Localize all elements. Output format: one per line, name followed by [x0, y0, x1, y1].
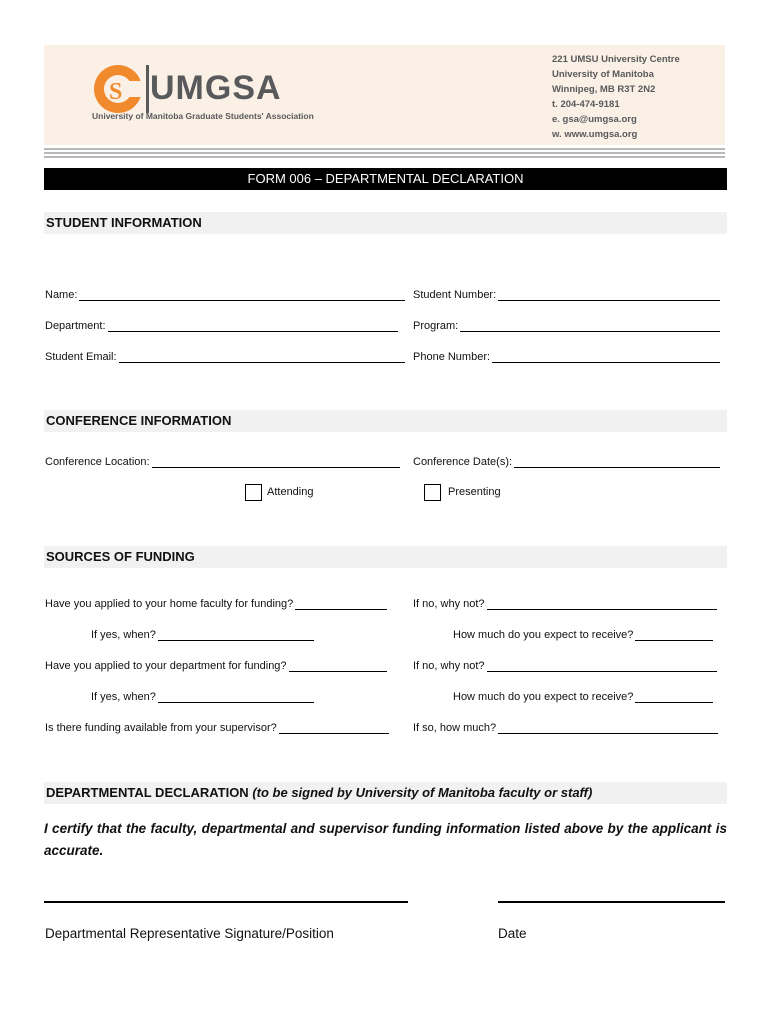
contact-line: Winnipeg, MB R3T 2N2: [552, 84, 656, 95]
section-heading-student: STUDENT INFORMATION: [44, 212, 727, 234]
section-heading-funding: SOURCES OF FUNDING: [44, 546, 727, 568]
department-amount-label: How much do you expect to receive?: [453, 691, 634, 703]
faculty-funding-question: Have you applied to your home faculty for funding?: [45, 598, 294, 610]
department-funding-question: Have you applied to your department for funding?: [45, 660, 287, 672]
department-why-not-label: If no, why not?: [413, 660, 485, 672]
faculty-why-not-field[interactable]: [413, 597, 717, 610]
department-when-input-line[interactable]: [158, 690, 314, 703]
supervisor-funding-question: Is there funding available from your supervisor?: [45, 722, 277, 734]
declaration-heading-note: (to be signed by University of Manitoba faculty or staff): [252, 785, 593, 800]
faculty-amount-label: How much do you expect to receive?: [453, 629, 634, 641]
phone-label: Phone Number:: [413, 351, 491, 363]
department-funding-field[interactable]: [45, 659, 387, 672]
letterhead: [44, 45, 725, 145]
faculty-amount-field[interactable]: [453, 628, 713, 641]
conference-location-field[interactable]: [45, 455, 400, 468]
faculty-why-not-input-line[interactable]: [487, 597, 717, 610]
department-when-field[interactable]: [91, 690, 314, 703]
phone-field[interactable]: [413, 350, 720, 363]
email-input-line[interactable]: [119, 350, 405, 363]
conference-dates-input-line[interactable]: [514, 455, 720, 468]
conference-location-input-line[interactable]: [152, 455, 400, 468]
student-number-input-line[interactable]: [498, 288, 720, 301]
presenting-checkbox[interactable]: [424, 484, 441, 501]
program-label: Program:: [413, 320, 459, 332]
supervisor-funding-field[interactable]: [45, 721, 389, 734]
faculty-when-input-line[interactable]: [158, 628, 314, 641]
department-field[interactable]: [45, 319, 398, 332]
contact-block: [552, 52, 680, 142]
divider: [44, 156, 725, 158]
divider: [44, 148, 725, 150]
certification-statement: I certify that the faculty, departmental and supervisor funding information listed above by the applicant is accurate.: [44, 821, 727, 858]
faculty-funding-field[interactable]: [45, 597, 387, 610]
department-why-not-input-line[interactable]: [487, 659, 717, 672]
faculty-when-field[interactable]: [91, 628, 314, 641]
contact-line: 221 UMSU University Centre: [552, 54, 680, 65]
department-why-not-field[interactable]: [413, 659, 717, 672]
faculty-amount-input-line[interactable]: [635, 628, 713, 641]
date-label: Date: [498, 926, 527, 941]
contact-line: e. gsa@umgsa.org: [552, 114, 637, 125]
supervisor-amount-label: If so, how much?: [413, 722, 497, 734]
email-field[interactable]: [45, 350, 405, 363]
program-field[interactable]: [413, 319, 720, 332]
department-input-line[interactable]: [108, 319, 398, 332]
conference-location-label: Conference Location:: [45, 456, 150, 468]
department-amount-input-line[interactable]: [635, 690, 713, 703]
section-heading-conference: CONFERENCE INFORMATION: [44, 410, 727, 432]
form-title: FORM 006 – DEPARTMENTAL DECLARATION: [44, 168, 727, 190]
contact-line: University of Manitoba: [552, 69, 654, 80]
logo-wordmark: UMGSA: [150, 69, 282, 107]
department-when-label: If yes, when?: [91, 691, 156, 703]
faculty-funding-input-line[interactable]: [295, 597, 387, 610]
date-line[interactable]: [498, 901, 725, 903]
name-field[interactable]: [45, 288, 405, 301]
presenting-label: Presenting: [448, 486, 501, 498]
name-label: Name:: [45, 289, 78, 301]
contact-line: t. 204-474-9181: [552, 99, 620, 110]
student-number-field[interactable]: [413, 288, 720, 301]
declaration-heading: DEPARTMENTAL DECLARATION: [46, 785, 249, 800]
email-label: Student Email:: [45, 351, 117, 363]
supervisor-funding-input-line[interactable]: [279, 721, 389, 734]
contact-line: w. www.umgsa.org: [552, 129, 638, 140]
name-input-line[interactable]: [79, 288, 405, 301]
conference-dates-label: Conference Date(s):: [413, 456, 513, 468]
conference-dates-field[interactable]: [413, 455, 720, 468]
logo-subtitle: University of Manitoba Graduate Students' Association: [92, 111, 314, 121]
student-number-label: Student Number:: [413, 289, 497, 301]
divider: [44, 152, 725, 154]
program-input-line[interactable]: [460, 319, 720, 332]
attending-checkbox[interactable]: [245, 484, 262, 501]
department-amount-field[interactable]: [453, 690, 713, 703]
signature-line[interactable]: [44, 901, 408, 903]
supervisor-amount-input-line[interactable]: [498, 721, 718, 734]
faculty-when-label: If yes, when?: [91, 629, 156, 641]
section-heading-declaration: [44, 782, 727, 804]
supervisor-amount-field[interactable]: [413, 721, 718, 734]
faculty-why-not-label: If no, why not?: [413, 598, 485, 610]
department-label: Department:: [45, 320, 106, 332]
phone-input-line[interactable]: [492, 350, 720, 363]
signature-label: Departmental Representative Signature/Position: [45, 926, 334, 941]
svg-text:S: S: [109, 79, 123, 105]
attending-label: Attending: [267, 486, 314, 498]
department-funding-input-line[interactable]: [289, 659, 387, 672]
